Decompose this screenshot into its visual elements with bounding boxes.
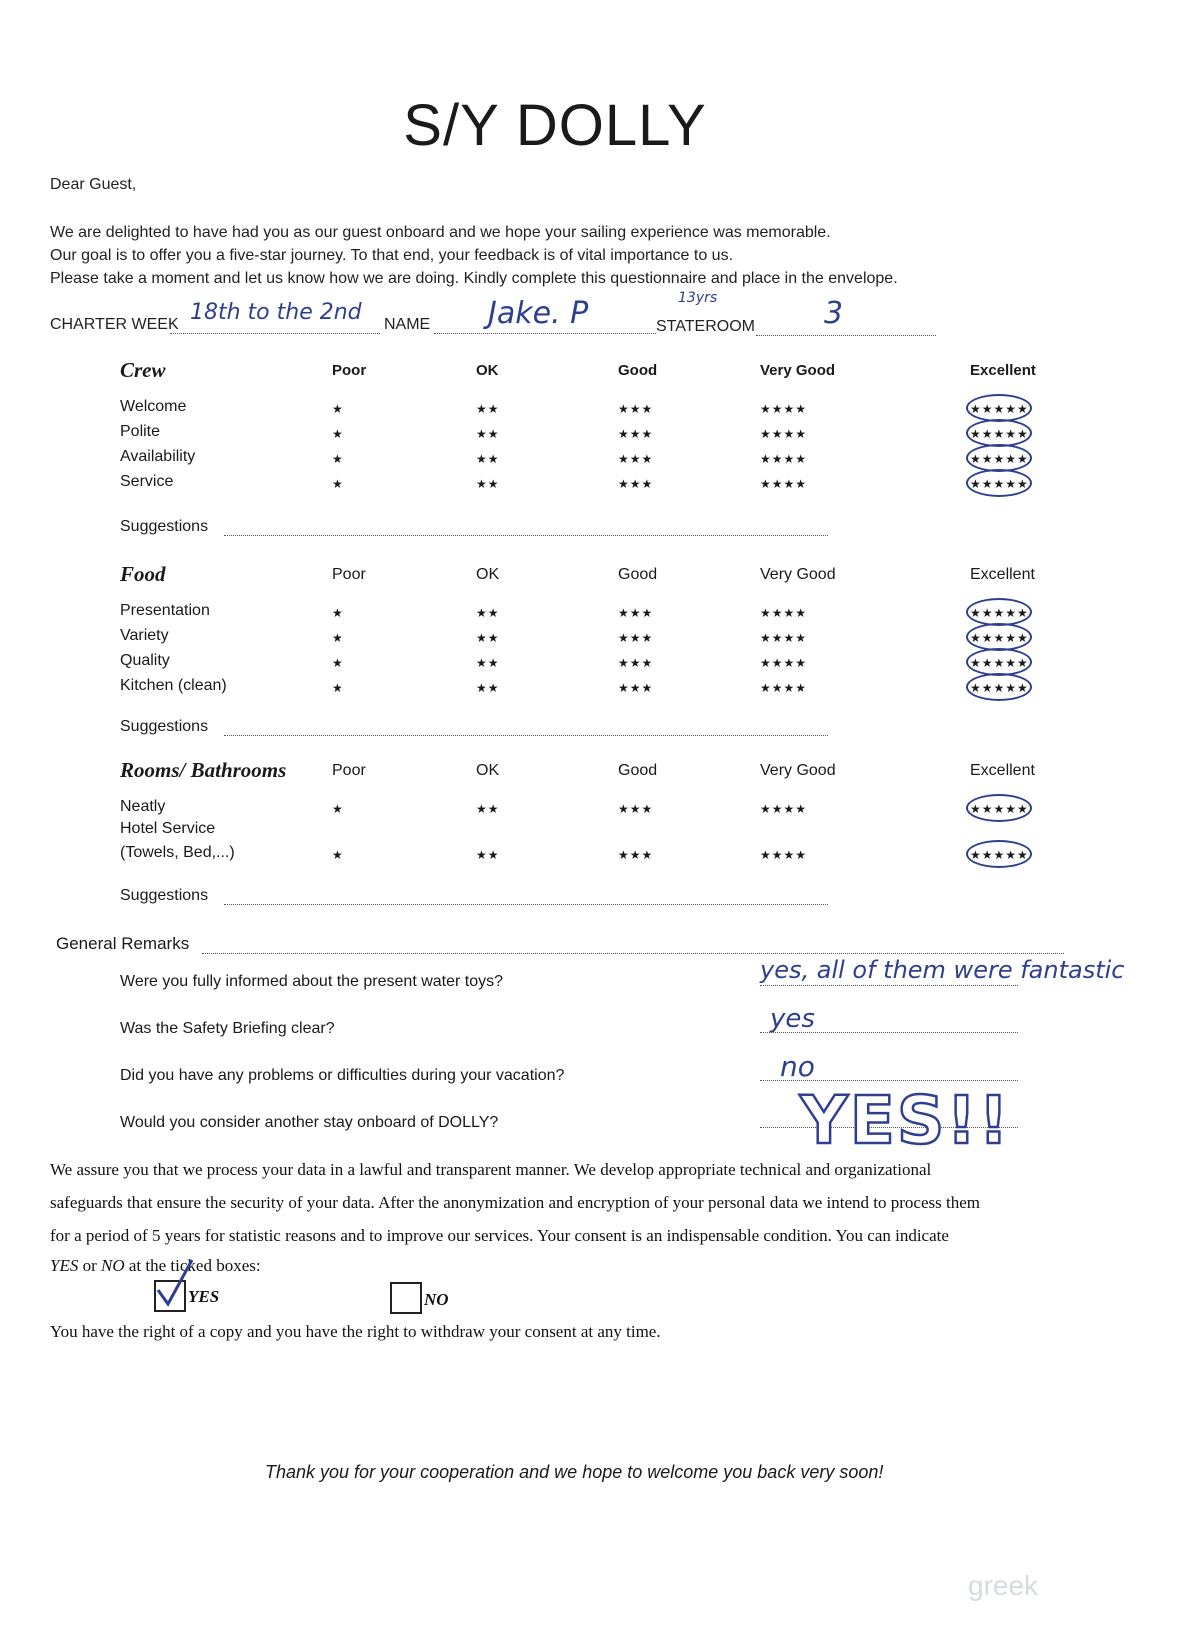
rating-option[interactable]: ★★★ bbox=[618, 631, 654, 645]
consent-line-3: for a period of 5 years for statistic reasons and to improve our services. Your consent is an indispensable condition. You can indicate bbox=[50, 1226, 949, 1245]
rating-option[interactable]: ★★★★ bbox=[760, 427, 808, 441]
rating-option[interactable]: ★ bbox=[332, 631, 344, 645]
rating-option[interactable]: ★★★ bbox=[618, 606, 654, 620]
answer-2-field[interactable]: yes bbox=[770, 1004, 815, 1034]
rating-option[interactable]: ★★★★ bbox=[760, 848, 808, 862]
suggestions-field[interactable] bbox=[224, 535, 828, 536]
suggestions-label: Suggestions bbox=[120, 518, 209, 535]
rating-header-4: Excellent bbox=[970, 362, 1036, 379]
rating-option[interactable]: ★★ bbox=[476, 477, 500, 491]
consent-no-label: NO bbox=[424, 1290, 449, 1309]
rating-option[interactable]: ★ bbox=[332, 802, 344, 816]
rating-option[interactable]: ★★ bbox=[476, 631, 500, 645]
selected-rating-circle bbox=[966, 673, 1032, 701]
rating-option[interactable]: ★★★★★ bbox=[970, 606, 1029, 620]
rating-option[interactable]: ★★ bbox=[476, 427, 500, 441]
question-4: Would you consider another stay onboard of DOLLY? bbox=[120, 1114, 499, 1131]
selected-rating-circle bbox=[966, 598, 1032, 626]
rating-option[interactable]: ★★★★ bbox=[760, 477, 808, 491]
rating-option[interactable]: ★★★ bbox=[618, 402, 654, 416]
name-field[interactable]: Jake. P bbox=[488, 296, 589, 331]
intro-line-1: We are delighted to have had you as our guest onboard and we hope your sailing experience was memorable. bbox=[50, 224, 831, 241]
rating-header-4: Excellent bbox=[970, 762, 1035, 779]
rating-item-label: Presentation bbox=[120, 602, 210, 619]
suggestions-field[interactable] bbox=[224, 904, 828, 905]
selected-rating-circle bbox=[966, 444, 1032, 472]
suggestions-label: Suggestions bbox=[120, 718, 209, 735]
rating-option[interactable]: ★★ bbox=[476, 656, 500, 670]
consent-line-2: safeguards that ensure the security of your data. After the anonymization and encryption of your personal data we intend to process them bbox=[50, 1193, 980, 1212]
rating-option[interactable]: ★★ bbox=[476, 402, 500, 416]
selected-rating-circle bbox=[966, 794, 1032, 822]
rating-item-label: Kitchen (clean) bbox=[120, 677, 227, 694]
section-title: Food bbox=[120, 562, 166, 586]
rating-option[interactable]: ★ bbox=[332, 606, 344, 620]
rating-option[interactable]: ★★ bbox=[476, 802, 500, 816]
rating-header-2: Good bbox=[618, 762, 658, 779]
rating-option[interactable]: ★★★ bbox=[618, 681, 654, 695]
thank-you-note: Thank you for your cooperation and we hope to welcome you back very soon! bbox=[265, 1462, 884, 1482]
rating-option[interactable]: ★★ bbox=[476, 452, 500, 466]
page-title: S/Y DOLLY bbox=[403, 93, 707, 158]
consent-yes-label: YES bbox=[188, 1287, 220, 1306]
rating-option[interactable]: ★★★ bbox=[618, 452, 654, 466]
rating-option[interactable]: ★★★★ bbox=[760, 402, 808, 416]
name-note: 13yrs bbox=[678, 290, 718, 306]
section-title: Crew bbox=[120, 358, 166, 382]
rating-header-0: Poor bbox=[332, 566, 366, 583]
rating-header-3: Very Good bbox=[760, 566, 836, 583]
rating-item-label: Availability bbox=[120, 448, 196, 465]
rating-option[interactable]: ★★★★ bbox=[760, 606, 808, 620]
rating-option[interactable]: ★★ bbox=[476, 848, 500, 862]
question-2: Was the Safety Briefing clear? bbox=[120, 1020, 335, 1037]
answer-4-field[interactable]: YES!! bbox=[800, 1082, 1011, 1159]
rating-header-1: OK bbox=[476, 566, 500, 583]
rating-option[interactable]: ★★★★★ bbox=[970, 802, 1029, 816]
consent-line-1: We assure you that we process your data in a lawful and transparent manner. We develop appropriate technical and organizational bbox=[50, 1160, 932, 1179]
intro-line-2: Our goal is to offer you a five-star journey. To that end, your feedback is of vital importance to us. bbox=[50, 247, 734, 264]
selected-rating-circle bbox=[966, 840, 1032, 868]
rating-header-3: Very Good bbox=[760, 362, 836, 379]
rating-option[interactable]: ★★ bbox=[476, 681, 500, 695]
question-3: Did you have any problems or difficulties during your vacation? bbox=[120, 1067, 565, 1084]
suggestions-label: Suggestions bbox=[120, 887, 209, 904]
rating-option[interactable]: ★ bbox=[332, 452, 344, 466]
consent-no-checkbox[interactable] bbox=[390, 1282, 422, 1314]
rating-option[interactable]: ★★★★★ bbox=[970, 477, 1029, 491]
rating-option[interactable]: ★★★ bbox=[618, 656, 654, 670]
charter-week-label: CHARTER WEEK bbox=[50, 316, 179, 333]
selected-rating-circle bbox=[966, 469, 1032, 497]
rating-option[interactable]: ★★★ bbox=[618, 848, 654, 862]
rating-option[interactable]: ★★★★★ bbox=[970, 848, 1029, 862]
rating-header-2: Good bbox=[618, 566, 658, 583]
rating-option[interactable]: ★ bbox=[332, 848, 344, 862]
rating-header-0: Poor bbox=[332, 362, 367, 379]
rating-item-label: Hotel Service bbox=[120, 820, 216, 837]
charter-week-field[interactable]: 18th to the 2nd bbox=[190, 300, 362, 325]
rating-header-2: Good bbox=[618, 362, 658, 379]
rating-option[interactable]: ★★★★★ bbox=[970, 681, 1029, 695]
rights-text: You have the right of a copy and you have the right to withdraw your consent at any time. bbox=[50, 1322, 661, 1341]
rating-item-label: (Towels, Bed,...) bbox=[120, 844, 235, 861]
rating-item-label: Service bbox=[120, 473, 174, 490]
rating-option[interactable]: ★ bbox=[332, 477, 344, 491]
section-title: Rooms/ Bathrooms bbox=[120, 758, 287, 782]
rating-header-1: OK bbox=[476, 362, 499, 379]
rating-header-4: Excellent bbox=[970, 566, 1035, 583]
rating-item-label: Neatly bbox=[120, 798, 166, 815]
question-1: Were you fully informed about the present water toys? bbox=[120, 973, 504, 990]
rating-option[interactable]: ★★ bbox=[476, 606, 500, 620]
rating-option[interactable]: ★★★★★ bbox=[970, 631, 1029, 645]
rating-header-0: Poor bbox=[332, 762, 366, 779]
selected-rating-circle bbox=[966, 623, 1032, 651]
answer-3-field[interactable]: no bbox=[780, 1050, 815, 1083]
rating-option[interactable]: ★★★ bbox=[618, 802, 654, 816]
intro-line-3: Please take a moment and let us know how we are doing. Kindly complete this questionnaire and place in the envelope. bbox=[50, 270, 898, 287]
rating-option[interactable]: ★ bbox=[332, 681, 344, 695]
rating-header-1: OK bbox=[476, 762, 500, 779]
stateroom-label: STATEROOM bbox=[656, 318, 755, 335]
rating-option[interactable]: ★★★★ bbox=[760, 631, 808, 645]
general-remarks-label: General Remarks bbox=[56, 934, 190, 953]
answer-1-field[interactable]: yes, all of them were fantastic bbox=[760, 956, 1125, 984]
rating-option[interactable]: ★★★ bbox=[618, 427, 654, 441]
name-label: NAME bbox=[384, 316, 431, 333]
rating-option[interactable]: ★★★★★ bbox=[970, 452, 1029, 466]
rating-option[interactable]: ★ bbox=[332, 402, 344, 416]
rating-option[interactable]: ★ bbox=[332, 427, 344, 441]
watermark-logo: greek bbox=[968, 1570, 1039, 1601]
rating-option[interactable]: ★★★★ bbox=[760, 656, 808, 670]
rating-header-3: Very Good bbox=[760, 762, 836, 779]
rating-option[interactable]: ★★★★★ bbox=[970, 402, 1029, 416]
rating-option[interactable]: ★★★★★ bbox=[970, 656, 1029, 670]
rating-option[interactable]: ★★★★★ bbox=[970, 427, 1029, 441]
stateroom-field[interactable]: 3 bbox=[824, 296, 844, 331]
consent-prompt: YES or NO at the ticked boxes: bbox=[50, 1256, 261, 1275]
rating-item-label: Welcome bbox=[120, 398, 187, 415]
rating-option[interactable]: ★★★★ bbox=[760, 802, 808, 816]
rating-item-label: Quality bbox=[120, 652, 170, 669]
rating-item-label: Variety bbox=[120, 627, 169, 644]
rating-option[interactable]: ★★★ bbox=[618, 477, 654, 491]
greeting: Dear Guest, bbox=[50, 176, 137, 193]
selected-rating-circle bbox=[966, 419, 1032, 447]
rating-option[interactable]: ★ bbox=[332, 656, 344, 670]
rating-item-label: Polite bbox=[120, 423, 161, 440]
rating-option[interactable]: ★★★★ bbox=[760, 452, 808, 466]
rating-option[interactable]: ★★★★ bbox=[760, 681, 808, 695]
selected-rating-circle bbox=[966, 648, 1032, 676]
suggestions-field[interactable] bbox=[224, 735, 828, 736]
selected-rating-circle bbox=[966, 394, 1032, 422]
